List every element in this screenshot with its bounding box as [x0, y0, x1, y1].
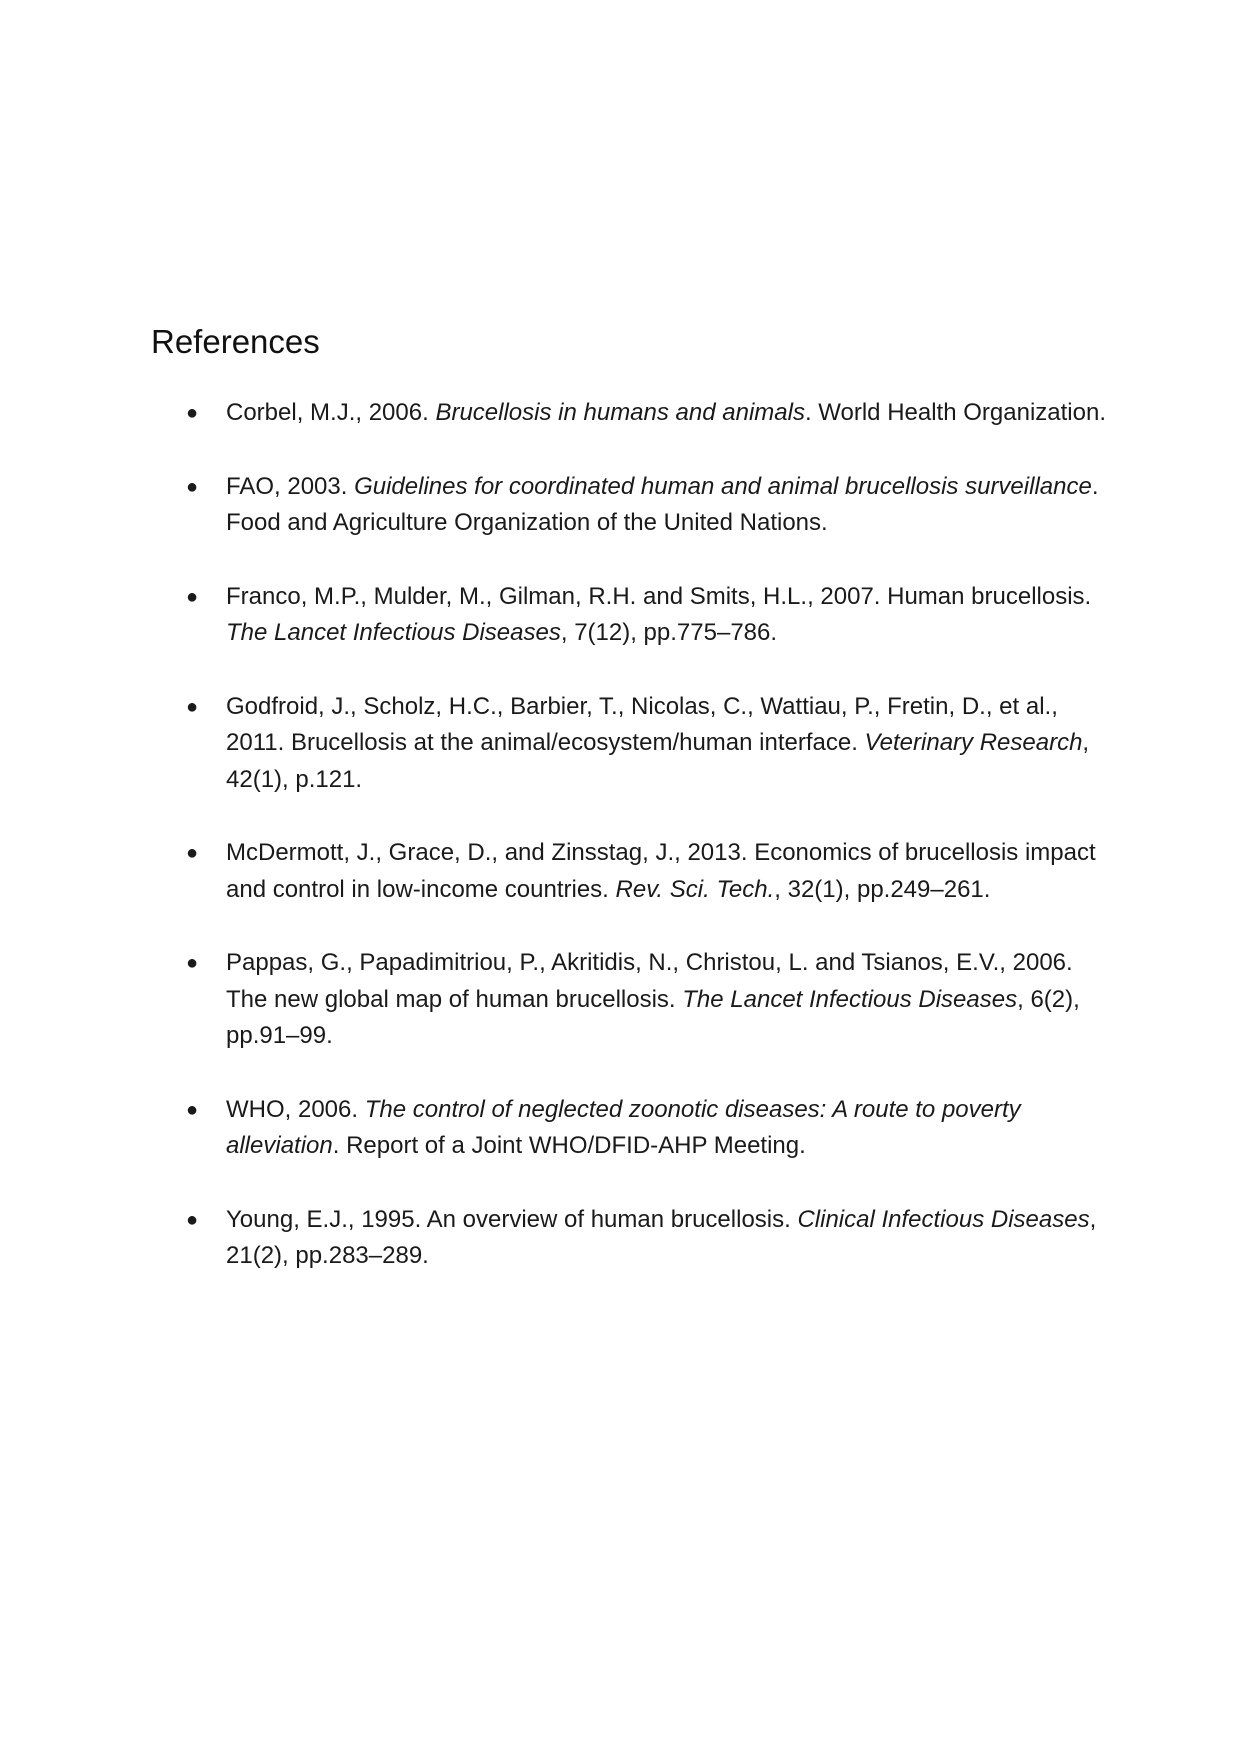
reference-segment: . World Health Organization. [804, 399, 1106, 426]
reference-text [226, 399, 1106, 426]
reference-segment: WHO, 2006. [226, 1095, 365, 1123]
reference-item [0, 469, 1242, 542]
reference-segment: , 7(12), pp.775–786. [560, 619, 778, 646]
reference-title: Veterinary Research [864, 729, 1083, 756]
bullet-icon: ● [186, 695, 199, 718]
references-heading: References [151, 323, 320, 360]
reference-segment: Corbel, M.J., 2006. [226, 399, 436, 426]
reference-item [0, 1202, 1242, 1275]
reference-text [226, 949, 1080, 1049]
reference-title: The Lancet Infectious Diseases [226, 619, 561, 646]
reference-segment: Pappas, G., Papadimitriou, P., Akritidis, N., Christou, L. and Tsianos, E.V., 2006. The new global map of human brucellosis. [226, 949, 1073, 1013]
reference-title: The control of neglected zoonotic diseases: A route to poverty alleviation [226, 1095, 1021, 1159]
bullet-icon: ● [186, 952, 199, 974]
reference-item [0, 395, 1242, 432]
bullet-icon: ● [186, 1208, 199, 1231]
reference-item [0, 835, 1242, 908]
reference-text [226, 839, 1096, 903]
reference-segment: FAO, 2003. [226, 472, 355, 500]
reference-title: Brucellosis in humans and animals [435, 399, 805, 426]
reference-segment: , 21(2), pp.283–289. [226, 1205, 1097, 1269]
references-list [0, 395, 1242, 1312]
bullet-icon: ● [186, 402, 199, 424]
reference-item [0, 579, 1242, 652]
reference-segment: McDermott, J., Grace, D., and Zinsstag, J., 2013. Economics of brucellosis impact and control in low-income countries. [226, 839, 1096, 903]
reference-segment: . Food and Agriculture Organization of the United Nations. [226, 472, 1099, 536]
reference-item [0, 689, 1242, 799]
bullet-icon: ● [186, 842, 199, 864]
reference-segment: , 32(1), pp.249–261. [774, 875, 991, 903]
reference-item [0, 945, 1242, 1055]
reference-title: Guidelines for coordinated human and animal brucellosis surveillance [354, 472, 1092, 500]
reference-item [0, 1092, 1242, 1165]
reference-title: The Lancet Infectious Diseases [682, 985, 1018, 1013]
reference-segment: Franco, M.P., Mulder, M., Gilman, R.H. and Smits, H.L., 2007. Human brucellosis. [226, 582, 1092, 610]
reference-segment: Young, E.J., 1995. An overview of human brucellosis. [226, 1205, 798, 1233]
reference-text [226, 1096, 1021, 1160]
bullet-icon: ● [186, 1098, 199, 1121]
reference-title: Rev. Sci. Tech. [615, 875, 775, 903]
reference-text [226, 1206, 1096, 1270]
reference-title: Clinical Infectious Diseases [797, 1205, 1090, 1233]
reference-segment: . Report of a Joint WHO/DFID-AHP Meeting. [332, 1132, 806, 1159]
bullet-icon: ● [186, 475, 199, 498]
reference-segment: , 6(2), pp.91–99. [226, 985, 1080, 1049]
reference-segment: , 42(1), p.121. [226, 729, 1090, 793]
reference-text [226, 583, 1091, 647]
reference-text [226, 473, 1099, 537]
reference-segment: Godfroid, J., Scholz, H.C., Barbier, T., Nicolas, C., Wattiau, P., Fretin, D., et al., 2011. Brucellosis at the animal/ecosystem/human interface. [226, 692, 1058, 756]
bullet-icon: ● [186, 585, 199, 608]
reference-text [226, 693, 1089, 793]
